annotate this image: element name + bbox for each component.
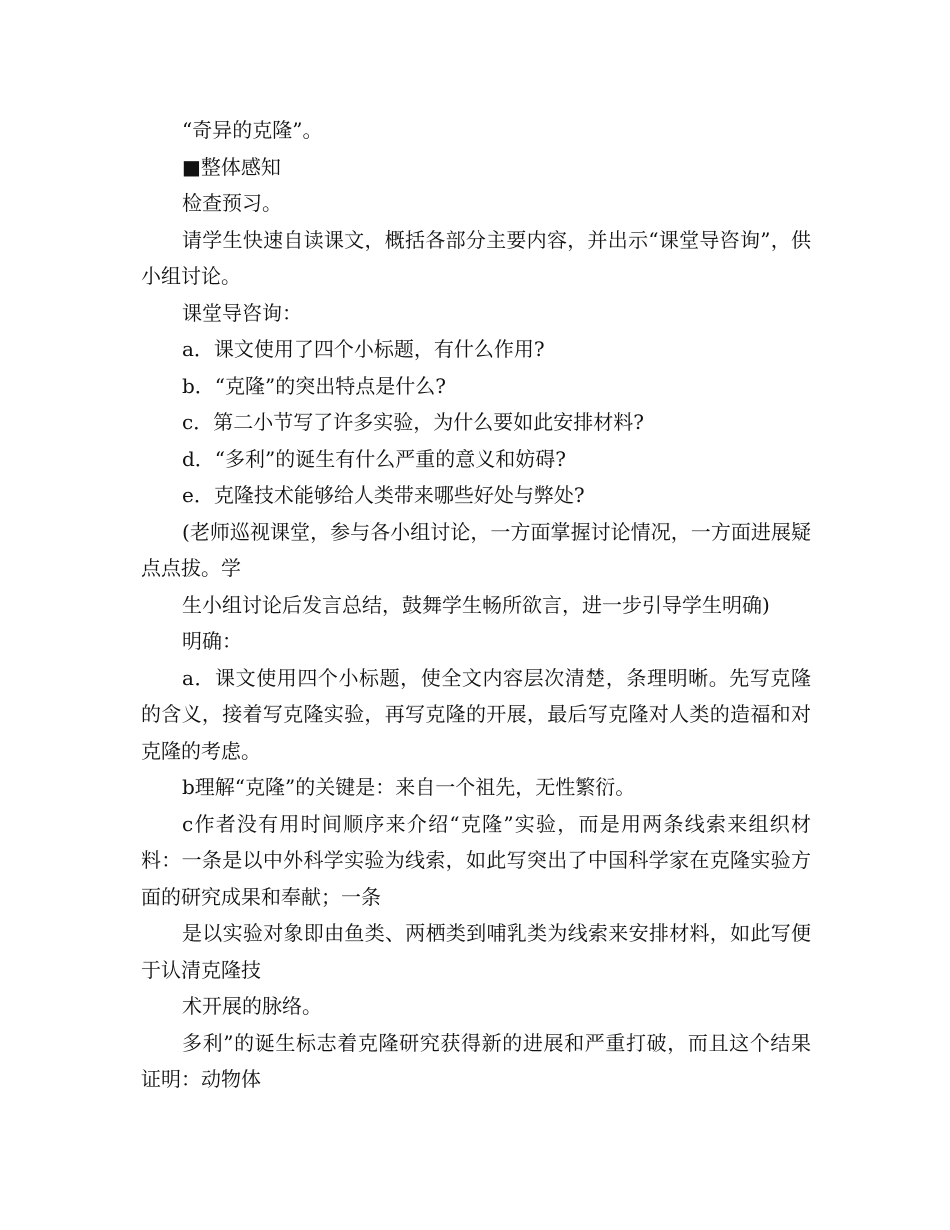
paragraph: 生小组讨论后发言总结，鼓舞学生畅所欲言，进一步引导学生明确)	[182, 592, 770, 617]
paragraph: 请学生快速自读课文，概括各部分主要内容，并出示“课堂导咨询”，供小组讨论。	[141, 227, 811, 288]
list-item: c．第二小节写了许多实验，为什么要如此安排材料?	[182, 410, 644, 434]
paragraph: (老师巡视课堂，参与各小组讨论，一方面掌握讨论情况，一方面进展疑点点拔。学	[141, 519, 811, 580]
paragraph: 是以实验对象即由鱼类、两栖类到哺乳类为线索来安排材料，如此写便于认清克隆技	[141, 921, 811, 982]
answer-item: a．课文使用四个小标题，使全文内容层次清楚，条理明晰。先写克隆的含义，接着写克隆实验，再写克隆的开展，最后写克隆对人类的造福和对克隆的考虑。	[141, 665, 811, 763]
document-body	[141, 112, 811, 1098]
paragraph: 课堂导咨询：	[182, 300, 302, 325]
answer-item: b理解“克隆”的关键是：来自一个祖先，无性繁衍。	[182, 775, 636, 799]
paragraph: 明确：	[182, 629, 242, 653]
list-item: a．课文使用了四个小标题，有什么作用?	[182, 337, 545, 361]
answer-item: c作者没有用时间顺序来介绍“克隆”实验，而是用两条线索来组织材料：一条是以中外科学实验为线索，如此写突出了中国科学家在克隆实验方面的研究成果和奉献；一条	[141, 811, 811, 909]
list-item: e．克隆技术能够给人类带来哪些好处与弊处?	[182, 483, 585, 507]
paragraph: “奇异的克隆”。	[182, 118, 323, 142]
paragraph: 多利”的诞生标志着克隆研究获得新的进展和严重打破，而且这个结果证明：动物体	[141, 1030, 811, 1091]
paragraph: 检查预习。	[182, 191, 282, 215]
list-item: b．“克隆”的突出特点是什么?	[182, 373, 446, 398]
section-heading: ■整体感知	[182, 154, 281, 179]
list-item: d．“多利”的诞生有什么严重的意义和妨碍?	[182, 446, 566, 471]
paragraph: 术开展的脉络。	[182, 994, 322, 1018]
